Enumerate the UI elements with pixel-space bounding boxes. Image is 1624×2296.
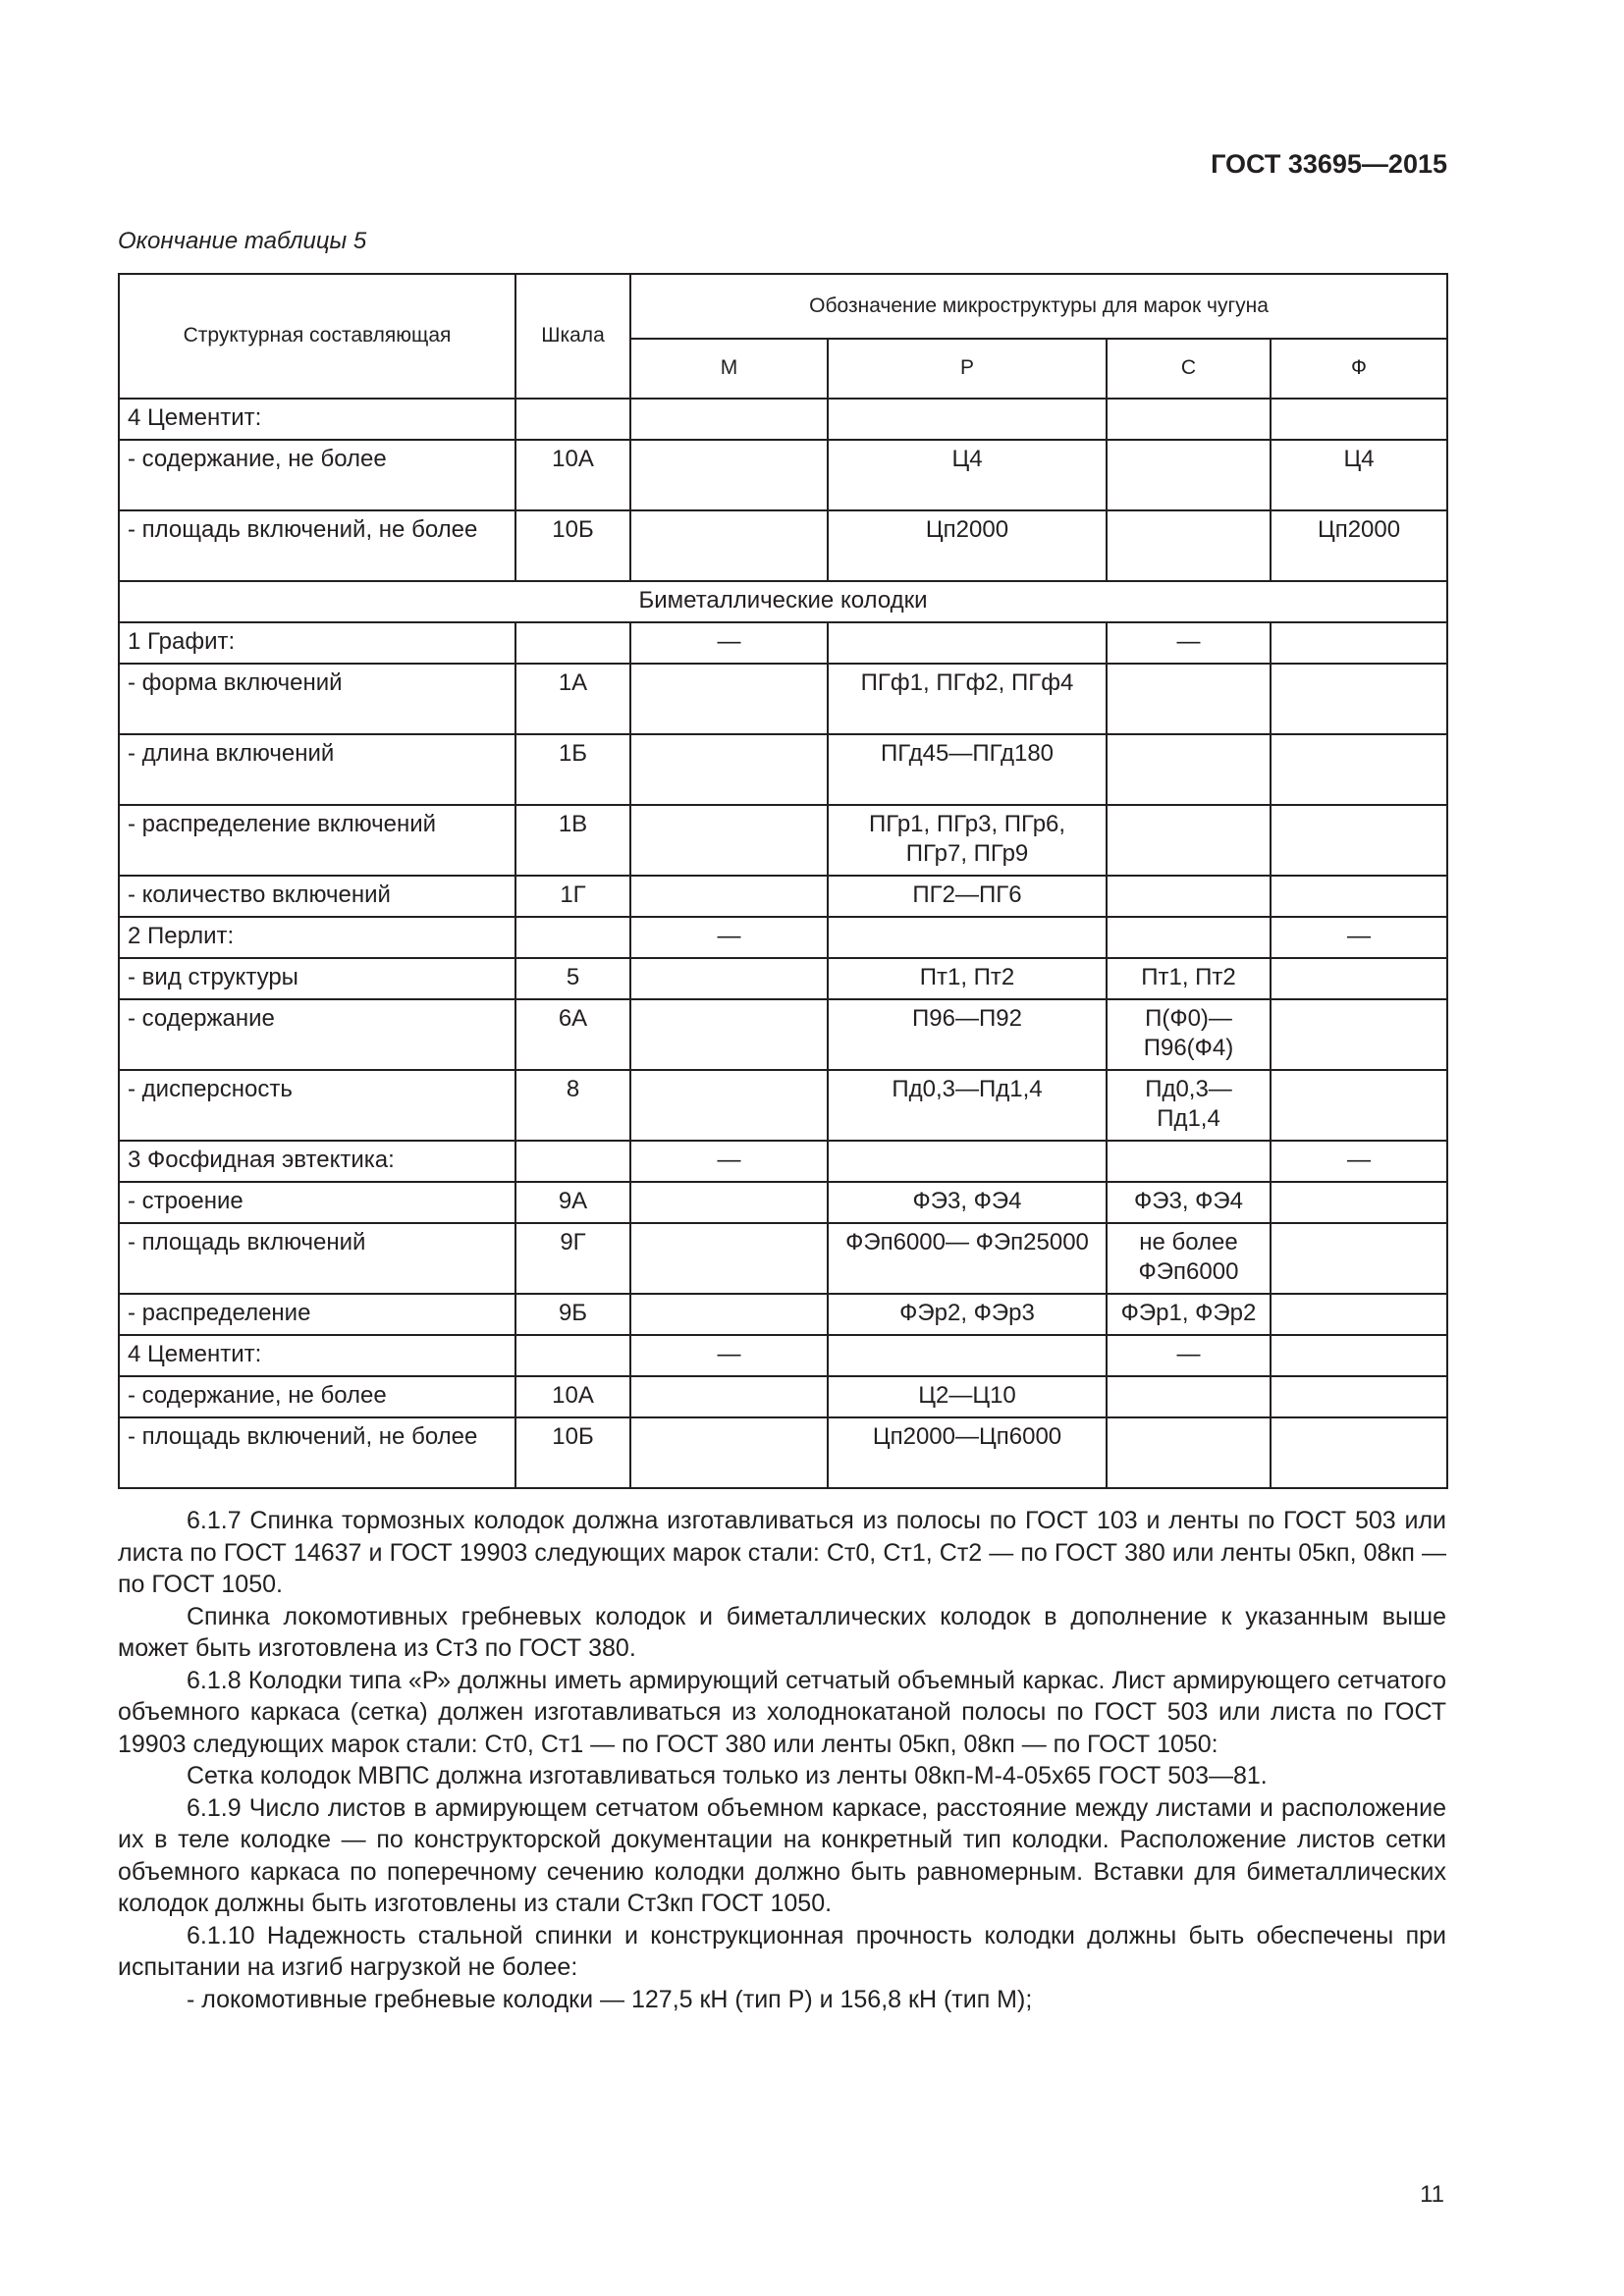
row-scale: 10А	[515, 440, 630, 510]
cell-r	[828, 399, 1107, 440]
cell-f: —	[1271, 917, 1447, 958]
cell-r: Ц2—Ц10	[828, 1376, 1107, 1417]
cell-c	[1107, 876, 1271, 917]
cell-m	[630, 1376, 828, 1417]
paragraph-6-1-9: 6.1.9 Число листов в армирующем сетчатом объемном каркасе, расстояние между листами и расположение их в теле колодке — по конструкторской документации на конкретный тип колодки. Расположение листов сетки объемного каркаса по поперечному сечению колодки должно быть равномерным. Вставки для биметаллических колодок должны быть изготовлены из стали Ст3кп ГОСТ 1050.	[118, 1793, 1446, 1917]
header-grade-c: С	[1107, 339, 1271, 399]
list-item: - локомотивные гребневые колодки — 127,5 кН (тип Р) и 156,8 кН (тип М);	[187, 1985, 1033, 2013]
cell-f	[1271, 958, 1447, 999]
paragraph-mesh: Сетка колодок МВПС должна изготавливаться только из ленты 08кп-М-4-05х65 ГОСТ 503—81.	[187, 1762, 1268, 1789]
cell-r	[828, 1335, 1107, 1376]
row-scale: 10Б	[515, 1417, 630, 1488]
row-label: 4 Цементит:	[119, 399, 515, 440]
row-label: - содержание	[119, 999, 515, 1070]
table-row	[119, 917, 1447, 958]
table-row	[119, 1376, 1447, 1417]
cell-f	[1271, 1182, 1447, 1223]
cell-f	[1271, 876, 1447, 917]
row-label: 4 Цементит:	[119, 1335, 515, 1376]
paragraph-6-1-7: 6.1.7 Спинка тормозных колодок должна изготавливаться из полосы по ГОСТ 103 и ленты по ГОСТ 503 или листа по ГОСТ 14637 и ГОСТ 19903 следующих марок стали: Ст0, Ст1, Ст2 — по ГОСТ 380 или ленты 05кп, 08кп — по ГОСТ 1050.	[118, 1507, 1446, 1598]
table-row	[119, 1182, 1447, 1223]
table-row	[119, 1294, 1447, 1335]
cell-c: ФЭ3, ФЭ4	[1107, 1182, 1271, 1223]
cell-c	[1107, 399, 1271, 440]
cell-f	[1271, 734, 1447, 805]
row-label: - распределение включений	[119, 805, 515, 876]
cell-c	[1107, 510, 1271, 581]
cell-c: Пт1, Пт2	[1107, 958, 1271, 999]
microstructure-table	[118, 273, 1448, 1489]
cell-r: ПГд45—ПГд180	[828, 734, 1107, 805]
page-number: 11	[1420, 2181, 1444, 2208]
cell-m: —	[630, 622, 828, 664]
row-label: - площадь включений	[119, 1223, 515, 1294]
cell-r: ПГр1, ПГр3, ПГр6, ПГр7, ПГр9	[828, 805, 1107, 876]
cell-c: П(Ф0)— П96(Ф4)	[1107, 999, 1271, 1070]
row-label: - содержание, не более	[119, 440, 515, 510]
table-row	[119, 876, 1447, 917]
cell-c	[1107, 917, 1271, 958]
row-scale: 6А	[515, 999, 630, 1070]
row-scale: 1Б	[515, 734, 630, 805]
cell-m: —	[630, 1335, 828, 1376]
table-caption: Окончание таблицы 5	[118, 228, 367, 254]
cell-m	[630, 510, 828, 581]
row-scale	[515, 399, 630, 440]
row-scale: 1А	[515, 664, 630, 734]
cell-m	[630, 958, 828, 999]
table-row	[119, 999, 1447, 1070]
row-scale: 9А	[515, 1182, 630, 1223]
table-row	[119, 664, 1447, 734]
row-scale	[515, 1141, 630, 1182]
cell-c	[1107, 1417, 1271, 1488]
cell-f: Цп2000	[1271, 510, 1447, 581]
row-label: - дисперсность	[119, 1070, 515, 1141]
cell-r: Пд0,3—Пд1,4	[828, 1070, 1107, 1141]
row-scale: 10А	[515, 1376, 630, 1417]
cell-r: П96—П92	[828, 999, 1107, 1070]
cell-m: —	[630, 917, 828, 958]
row-scale	[515, 622, 630, 664]
cell-m	[630, 876, 828, 917]
cell-f	[1271, 805, 1447, 876]
cell-c: не более ФЭп6000	[1107, 1223, 1271, 1294]
cell-m: —	[630, 1141, 828, 1182]
cell-c	[1107, 440, 1271, 510]
cell-c	[1107, 1141, 1271, 1182]
header-grade-f: Ф	[1271, 339, 1447, 399]
header-component: Структурная составляющая	[119, 274, 515, 399]
cell-f	[1271, 664, 1447, 734]
header-grade-m: М	[630, 339, 828, 399]
row-label: - площадь включений, не более	[119, 1417, 515, 1488]
cell-m	[630, 1070, 828, 1141]
row-scale: 9Г	[515, 1223, 630, 1294]
cell-f	[1271, 1294, 1447, 1335]
cell-c: ФЭр1, ФЭр2	[1107, 1294, 1271, 1335]
cell-c	[1107, 805, 1271, 876]
cell-r: Пт1, Пт2	[828, 958, 1107, 999]
table-row	[119, 958, 1447, 999]
cell-r: ПГф1, ПГф2, ПГф4	[828, 664, 1107, 734]
cell-m	[630, 734, 828, 805]
cell-r: ПГ2—ПГ6	[828, 876, 1107, 917]
cell-c	[1107, 734, 1271, 805]
row-scale	[515, 1335, 630, 1376]
cell-m	[630, 399, 828, 440]
cell-f	[1271, 1376, 1447, 1417]
cell-f: —	[1271, 1141, 1447, 1182]
cell-f	[1271, 399, 1447, 440]
cell-r: Ц4	[828, 440, 1107, 510]
paragraph-6-1-8: 6.1.8 Колодки типа «Р» должны иметь армирующий сетчатый объемный каркас. Лист армирующего сетчатого объемного каркаса (сетка) должен изготавливаться из холоднокатаной полосы по ГОСТ 503 или листа по ГОСТ 19903 следующих марок стали: Ст0, Ст1 — по ГОСТ 380 или ленты 05кп, 08кп — по ГОСТ 1050:	[118, 1666, 1446, 1758]
cell-f: Ц4	[1271, 440, 1447, 510]
paragraph-6-1-10: 6.1.10 Надежность стальной спинки и конструкционная прочность колодки должны быть обеспечены при испытании на изгиб нагрузкой не более:	[118, 1921, 1446, 1981]
cell-f	[1271, 999, 1447, 1070]
cell-m	[630, 1294, 828, 1335]
row-scale	[515, 917, 630, 958]
table-row	[119, 622, 1447, 664]
row-scale: 1В	[515, 805, 630, 876]
cell-f	[1271, 1417, 1447, 1488]
cell-f	[1271, 622, 1447, 664]
cell-r	[828, 917, 1107, 958]
table-row	[119, 1335, 1447, 1376]
table-row	[119, 1417, 1447, 1488]
row-label: 1 Графит:	[119, 622, 515, 664]
row-label: 3 Фосфидная эвтектика:	[119, 1141, 515, 1182]
table-row	[119, 440, 1447, 510]
cell-r: ФЭр2, ФЭр3	[828, 1294, 1107, 1335]
cell-c	[1107, 664, 1271, 734]
row-label: 2 Перлит:	[119, 917, 515, 958]
row-label: - количество включений	[119, 876, 515, 917]
paragraph-back-plate: Спинка локомотивных гребневых колодок и биметаллических колодок в дополнение к указанным выше может быть изготовлена из Ст3 по ГОСТ 380.	[118, 1602, 1446, 1662]
row-label: - содержание, не более	[119, 1376, 515, 1417]
row-label: - площадь включений, не более	[119, 510, 515, 581]
row-scale: 8	[515, 1070, 630, 1141]
document-code: ГОСТ 33695—2015	[1211, 149, 1447, 179]
cell-m	[630, 440, 828, 510]
cell-f	[1271, 1335, 1447, 1376]
cell-m	[630, 664, 828, 734]
row-scale: 1Г	[515, 876, 630, 917]
row-label: - строение	[119, 1182, 515, 1223]
table-row	[119, 1070, 1447, 1141]
cell-f	[1271, 1223, 1447, 1294]
cell-r	[828, 622, 1107, 664]
cell-m	[630, 999, 828, 1070]
table-row	[119, 510, 1447, 581]
cell-r	[828, 1141, 1107, 1182]
cell-c	[1107, 1376, 1271, 1417]
cell-r: ФЭп6000— ФЭп25000	[828, 1223, 1107, 1294]
cell-m	[630, 1223, 828, 1294]
cell-r: ФЭ3, ФЭ4	[828, 1182, 1107, 1223]
table-row	[119, 805, 1447, 876]
cell-r: Цп2000	[828, 510, 1107, 581]
row-scale: 9Б	[515, 1294, 630, 1335]
header-grade-r: Р	[828, 339, 1107, 399]
table-row	[119, 734, 1447, 805]
header-designation-group: Обозначение микроструктуры для марок чугуна	[630, 274, 1447, 339]
cell-c: —	[1107, 622, 1271, 664]
row-scale: 10Б	[515, 510, 630, 581]
cell-m	[630, 805, 828, 876]
cell-r: Цп2000—Цп6000	[828, 1417, 1107, 1488]
table-row	[119, 399, 1447, 440]
table-section-row	[119, 581, 1447, 622]
cell-c: —	[1107, 1335, 1271, 1376]
section-title: Биметаллические колодки	[119, 581, 1447, 622]
row-label: - вид структуры	[119, 958, 515, 999]
cell-m	[630, 1417, 828, 1488]
cell-f	[1271, 1070, 1447, 1141]
table-row	[119, 1223, 1447, 1294]
cell-m	[630, 1182, 828, 1223]
header-scale: Шкала	[515, 274, 630, 399]
row-label: - длина включений	[119, 734, 515, 805]
cell-c: Пд0,3— Пд1,4	[1107, 1070, 1271, 1141]
row-label: - форма включений	[119, 664, 515, 734]
body-text	[118, 1505, 1446, 2015]
row-scale: 5	[515, 958, 630, 999]
table-row	[119, 1141, 1447, 1182]
row-label: - распределение	[119, 1294, 515, 1335]
